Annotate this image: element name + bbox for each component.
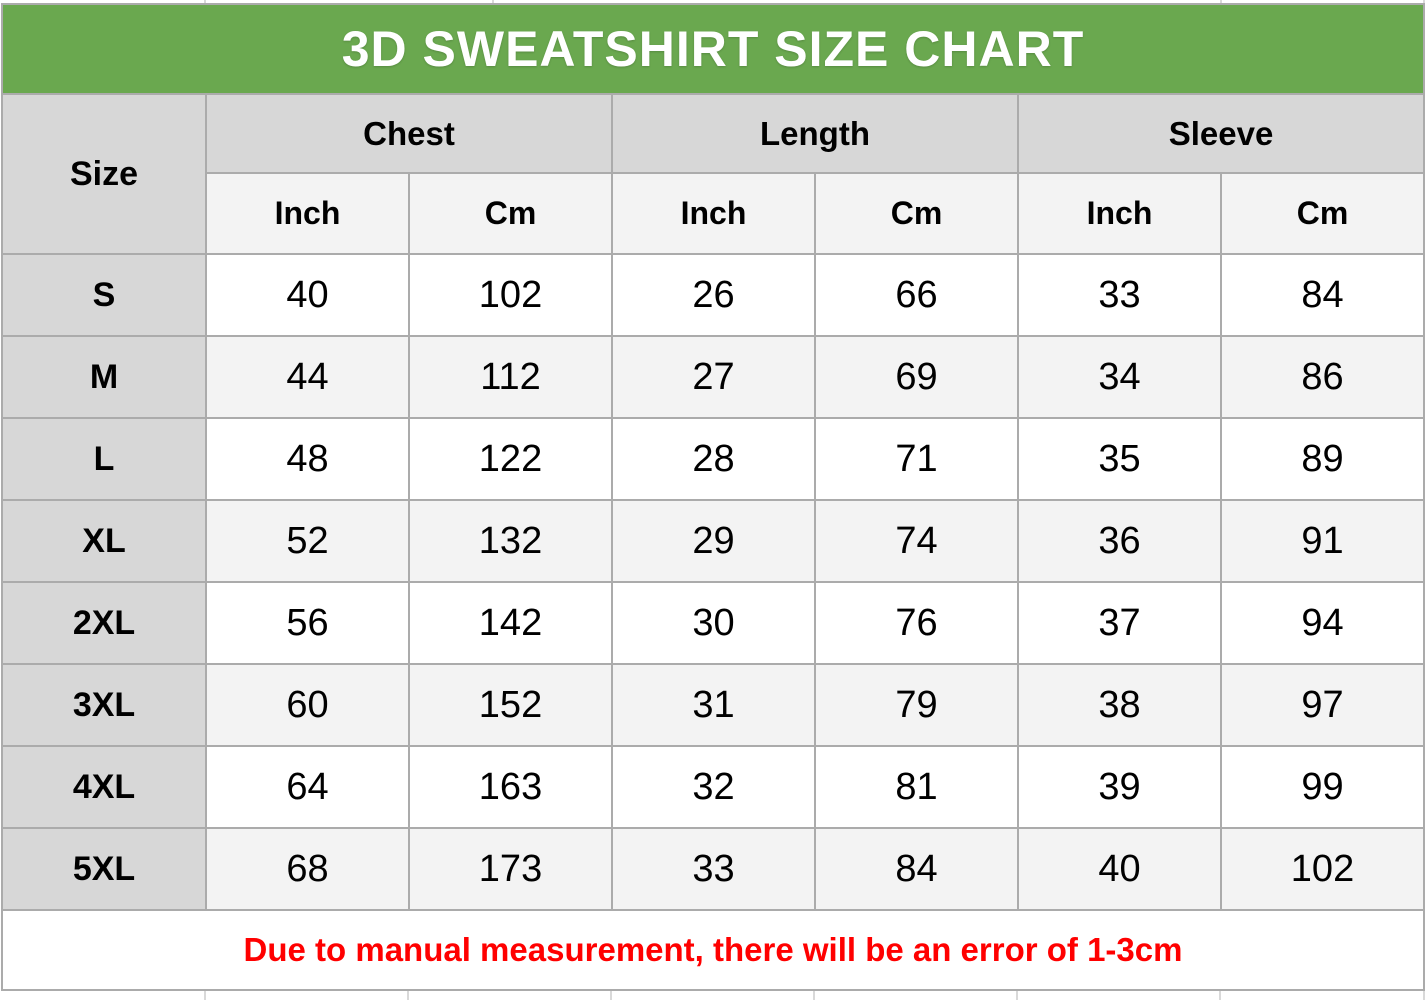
value-cell: 29 — [613, 501, 814, 581]
group-header-sleeve: Sleeve — [1019, 95, 1423, 172]
value-cell: 163 — [410, 747, 611, 827]
value-cell: 33 — [613, 829, 814, 909]
value-cell: 31 — [613, 665, 814, 745]
group-header-chest: Chest — [207, 95, 611, 172]
group-header-length: Length — [613, 95, 1017, 172]
unit-header-length-cm: Cm — [816, 174, 1017, 253]
value-cell: 99 — [1222, 747, 1423, 827]
value-cell: 97 — [1222, 665, 1423, 745]
size-cell: M — [3, 337, 205, 417]
value-cell: 26 — [613, 255, 814, 335]
value-cell: 27 — [613, 337, 814, 417]
grid-line — [1016, 991, 1018, 1000]
value-cell: 40 — [1019, 829, 1220, 909]
chart-title: 3D SWEATSHIRT SIZE CHART — [3, 5, 1423, 93]
value-cell: 40 — [207, 255, 408, 335]
value-cell: 94 — [1222, 583, 1423, 663]
value-cell: 74 — [816, 501, 1017, 581]
value-cell: 32 — [613, 747, 814, 827]
unit-header-chest-inch: Inch — [207, 174, 408, 253]
unit-header-sleeve-inch: Inch — [1019, 174, 1220, 253]
value-cell: 142 — [410, 583, 611, 663]
value-cell: 89 — [1222, 419, 1423, 499]
value-cell: 79 — [816, 665, 1017, 745]
size-cell: 4XL — [3, 747, 205, 827]
value-cell: 48 — [207, 419, 408, 499]
size-cell: XL — [3, 501, 205, 581]
value-cell: 69 — [816, 337, 1017, 417]
value-cell: 71 — [816, 419, 1017, 499]
value-cell: 34 — [1019, 337, 1220, 417]
value-cell: 173 — [410, 829, 611, 909]
value-cell: 102 — [410, 255, 611, 335]
unit-header-sleeve-cm: Cm — [1222, 174, 1423, 253]
value-cell: 81 — [816, 747, 1017, 827]
spreadsheet-bottom-partial-row — [0, 991, 1428, 1000]
value-cell: 152 — [410, 665, 611, 745]
grid-line — [204, 991, 206, 1000]
value-cell: 60 — [207, 665, 408, 745]
grid-line — [407, 991, 409, 1000]
value-cell: 28 — [613, 419, 814, 499]
grid-line — [1219, 991, 1221, 1000]
value-cell: 86 — [1222, 337, 1423, 417]
size-cell: 3XL — [3, 665, 205, 745]
value-cell: 122 — [410, 419, 611, 499]
value-cell: 37 — [1019, 583, 1220, 663]
unit-header-length-inch: Inch — [613, 174, 814, 253]
size-chart-table — [1, 3, 1425, 991]
value-cell: 91 — [1222, 501, 1423, 581]
value-cell: 30 — [613, 583, 814, 663]
value-cell: 112 — [410, 337, 611, 417]
value-cell: 35 — [1019, 419, 1220, 499]
value-cell: 33 — [1019, 255, 1220, 335]
value-cell: 52 — [207, 501, 408, 581]
value-cell: 84 — [816, 829, 1017, 909]
grid-line — [813, 991, 815, 1000]
measurement-disclaimer: Due to manual measurement, there will be an error of 1-3cm — [3, 911, 1423, 989]
grid-line — [1423, 991, 1425, 1000]
value-cell: 64 — [207, 747, 408, 827]
value-cell: 132 — [410, 501, 611, 581]
value-cell: 84 — [1222, 255, 1423, 335]
size-cell: L — [3, 419, 205, 499]
size-cell: 5XL — [3, 829, 205, 909]
value-cell: 102 — [1222, 829, 1423, 909]
value-cell: 56 — [207, 583, 408, 663]
value-cell: 44 — [207, 337, 408, 417]
value-cell: 39 — [1019, 747, 1220, 827]
value-cell: 36 — [1019, 501, 1220, 581]
grid-line — [610, 991, 612, 1000]
unit-header-chest-cm: Cm — [410, 174, 611, 253]
value-cell: 66 — [816, 255, 1017, 335]
size-column-header: Size — [3, 95, 205, 253]
value-cell: 76 — [816, 583, 1017, 663]
value-cell: 68 — [207, 829, 408, 909]
size-cell: S — [3, 255, 205, 335]
size-cell: 2XL — [3, 583, 205, 663]
value-cell: 38 — [1019, 665, 1220, 745]
